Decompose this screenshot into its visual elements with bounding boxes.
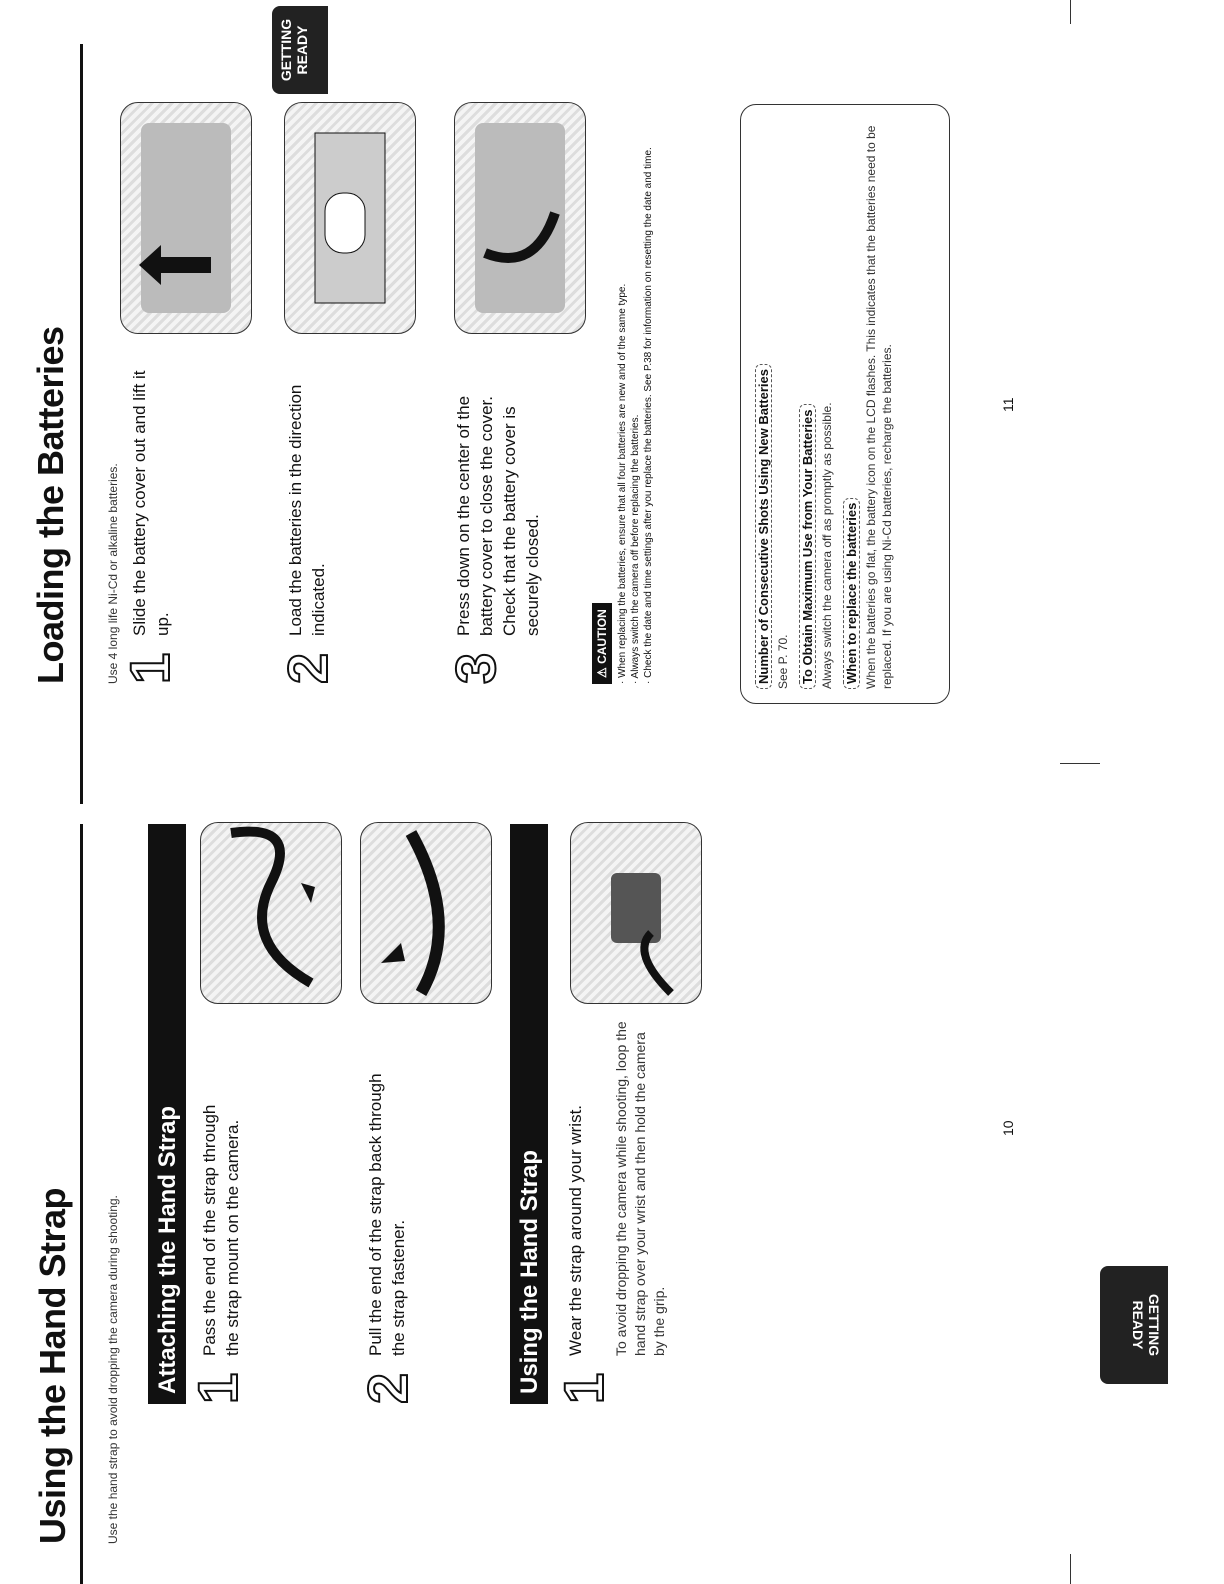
caution-item: · Check the date and time settings after you replace the batteries. See P.38 for information on resetting the date and time. (643, 147, 654, 684)
title-rule (80, 44, 83, 804)
caution-icon: ⚠ (595, 663, 609, 678)
section-heading-attaching: Attaching the Hand Strap (148, 824, 186, 1404)
caution-badge (592, 603, 612, 684)
battery-load-illustration (284, 102, 416, 334)
step-text: Pull the end of the strap back through the strap fastener. (366, 1073, 408, 1356)
caution-label: CAUTION (595, 609, 609, 664)
caution-list (616, 84, 655, 684)
step-text: Press down on the center of the battery cover to close the cover. Check that the battery cover is securely closed. (454, 395, 542, 636)
crop-mark (1060, 763, 1100, 764)
page-number-left: 10 (1000, 1120, 1016, 1136)
crop-mark (1070, 0, 1071, 24)
crop-mark (1070, 1554, 1071, 1584)
step-number: 2 (276, 652, 339, 684)
page-title-batteries: Loading the Batteries (30, 326, 71, 684)
intro-text: Use 4 long life Ni-Cd or alkaline batteries. (106, 463, 120, 684)
strap-mount-illustration (200, 822, 342, 1004)
step-number: 1 (552, 1372, 615, 1404)
info-heading: To Obtain Maximum Use from Your Batteries (799, 405, 816, 690)
step-text: Wear the strap around your wrist. (566, 1104, 585, 1356)
page-title-hand-strap: Using the Hand Strap (32, 1187, 73, 1544)
info-body: See P. 70. (776, 634, 790, 689)
battery-cover-open-illustration (120, 102, 252, 334)
caution-item: · When replacing the batteries, ensure that all four batteries are new and of the same type. (617, 283, 628, 684)
strap-fastener-illustration (360, 822, 492, 1004)
caution-item: · Always switch the camera off before replacing the batteries. (630, 414, 641, 684)
title-rule (80, 824, 83, 1584)
step-subtext: To avoid dropping the camera while shooting, loop the hand strap over your wrist and then hold the camera by the grip. (613, 1021, 667, 1356)
section-heading-using: Using the Hand Strap (510, 824, 548, 1404)
step-number: 1 (118, 652, 181, 684)
step-text: Load the batteries in the direction indicated. (286, 384, 328, 636)
battery-info-box (740, 104, 950, 704)
step-text: Slide the battery cover out and lift it up. (130, 370, 172, 636)
intro-text: Use the hand strap to avoid dropping the camera during shooting. (106, 1195, 120, 1544)
info-heading: When to replace the batteries (843, 498, 860, 689)
step-number: 2 (356, 1372, 419, 1404)
getting-ready-tab: GETTING READY (272, 6, 328, 94)
step-text: Pass the end of the strap through the strap mount on the camera. (200, 1104, 242, 1356)
info-body: When the batteries go flat, the battery icon on the LCD flashes. This indicates that the batteries need to be replaced. If you are using Ni-Cd batteries, recharge the batteries. (864, 125, 894, 689)
info-body: Always switch the camera off as promptly as possible. (820, 402, 834, 689)
battery-cover-close-illustration (454, 102, 586, 334)
page-number-right: 11 (1000, 397, 1016, 412)
wrist-strap-illustration (570, 822, 702, 1004)
info-heading: Number of Consecutive Shots Using New Batteries (755, 364, 772, 689)
step-number: 3 (444, 652, 507, 684)
step-number: 1 (186, 1372, 249, 1404)
getting-ready-tab: GETTING READY (1100, 1266, 1168, 1384)
